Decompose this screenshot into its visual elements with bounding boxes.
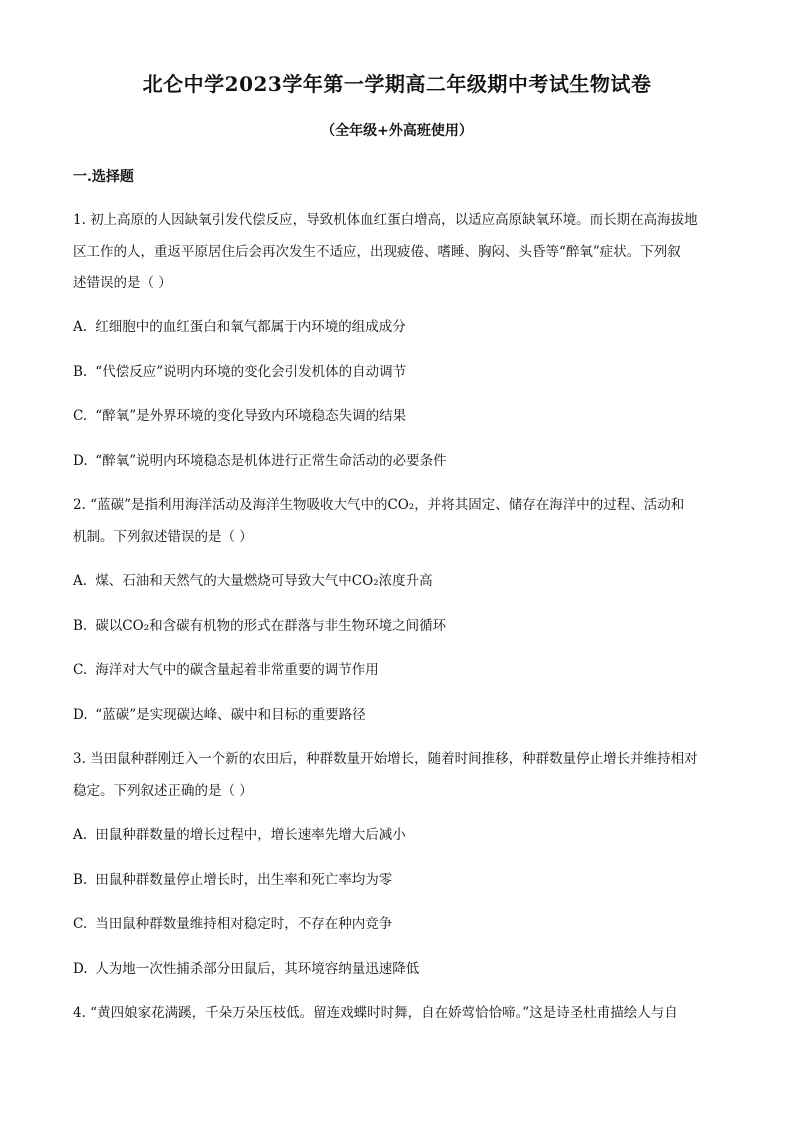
option-letter: C. — [73, 662, 88, 678]
option-text: 海洋对大气中的碳含量起着非常重要的调节作用 — [95, 662, 379, 678]
question-1-option-a[interactable] — [73, 318, 723, 336]
question-2-option-d[interactable] — [73, 706, 723, 724]
option-text: “醉氧”是外界环境的变化导致内环境稳态失调的结果 — [95, 408, 407, 424]
question-1-stem-line-3: 述错误的是（ ） — [73, 275, 172, 291]
option-text: “醉氧”说明内环境稳态是机体进行正常生命活动的必要条件 — [95, 453, 447, 469]
question-2-stem-line-1: 2. “蓝碳”是指利用海洋活动及海洋生物吸收大气中的CO₂，并将其固定、储存在海洋中的过程、活动和 — [73, 497, 685, 513]
option-text: 当田鼠种群数量维持相对稳定时，不存在种内竞争 — [95, 916, 393, 932]
question-2-option-a[interactable] — [73, 572, 723, 590]
question-1-stem-line-1: 1. 初上高原的人因缺氧引发代偿反应，导致机体血红蛋白增高，以适应高原缺氧环境。而长期在高海拔地 — [73, 212, 698, 228]
option-letter: B. — [73, 618, 88, 634]
section-title: 一.选择题 — [73, 169, 134, 185]
question-3-option-b[interactable] — [73, 871, 723, 889]
option-text: 田鼠种群数量的增长过程中，增长速率先增大后减小 — [95, 827, 406, 843]
option-text: 田鼠种群数量停止增长时，出生率和死亡率均为零 — [95, 872, 393, 888]
option-letter: D. — [73, 707, 88, 723]
option-letter: A. — [73, 827, 88, 843]
question-4-stem-line-1: 4. “黄四娘家花满蹊，千朵万朵压枝低。留连戏蝶时时舞，自在娇莺恰恰啼。”这是诗圣杜甫描绘人与自 — [73, 1005, 678, 1021]
option-letter: D. — [73, 961, 88, 977]
question-1-option-b[interactable] — [73, 363, 723, 381]
question-1-option-d[interactable] — [73, 452, 723, 470]
option-letter: A. — [73, 573, 88, 589]
question-3-stem-line-1: 3. 当田鼠种群刚迁入一个新的农田后，种群数量开始增长，随着时间推移，种群数量停止增长并维持相对 — [73, 751, 698, 767]
option-letter: B. — [73, 364, 88, 380]
option-letter: C. — [73, 408, 88, 424]
question-1-stem-line-2: 区工作的人，重返平原居住后会再次发生不适应，出现疲倦、嗜睡、胸闷、头昏等“醉氧”症状。下列叙 — [73, 244, 681, 260]
question-2-option-b[interactable] — [73, 617, 723, 635]
page-subtitle: （全年级+外高班使用） — [321, 123, 473, 139]
question-1-option-c[interactable] — [73, 407, 723, 425]
question-3-option-d[interactable] — [73, 960, 723, 978]
question-2-option-c[interactable] — [73, 661, 723, 679]
page-title: 北仑中学2023学年第一学期高二年级期中考试生物试卷 — [142, 72, 652, 96]
option-letter: A. — [73, 319, 88, 335]
option-text: “代偿反应”说明内环境的变化会引发机体的自动调节 — [95, 364, 407, 380]
option-letter: B. — [73, 872, 88, 888]
option-text: 碳以CO₂和含碳有机物的形式在群落与非生物环境之间循环 — [95, 618, 447, 634]
question-3-option-c[interactable] — [73, 915, 723, 933]
option-letter: C. — [73, 916, 88, 932]
option-text: 煤、石油和天然气的大量燃烧可导致大气中CO₂浓度升高 — [95, 573, 433, 589]
option-text: 红细胞中的血红蛋白和氧气都属于内环境的组成成分 — [95, 319, 406, 335]
question-3-stem-line-2: 稳定。下列叙述正确的是（ ） — [73, 783, 253, 799]
question-3-option-a[interactable] — [73, 826, 723, 844]
option-letter: D. — [73, 453, 88, 469]
option-text: 人为地一次性捕杀部分田鼠后，其环境容纳量迅速降低 — [95, 961, 420, 977]
option-text: “蓝碳”是实现碳达峰、碳中和目标的重要路径 — [95, 707, 366, 723]
question-2-stem-line-2: 机制。下列叙述错误的是（ ） — [73, 529, 253, 545]
